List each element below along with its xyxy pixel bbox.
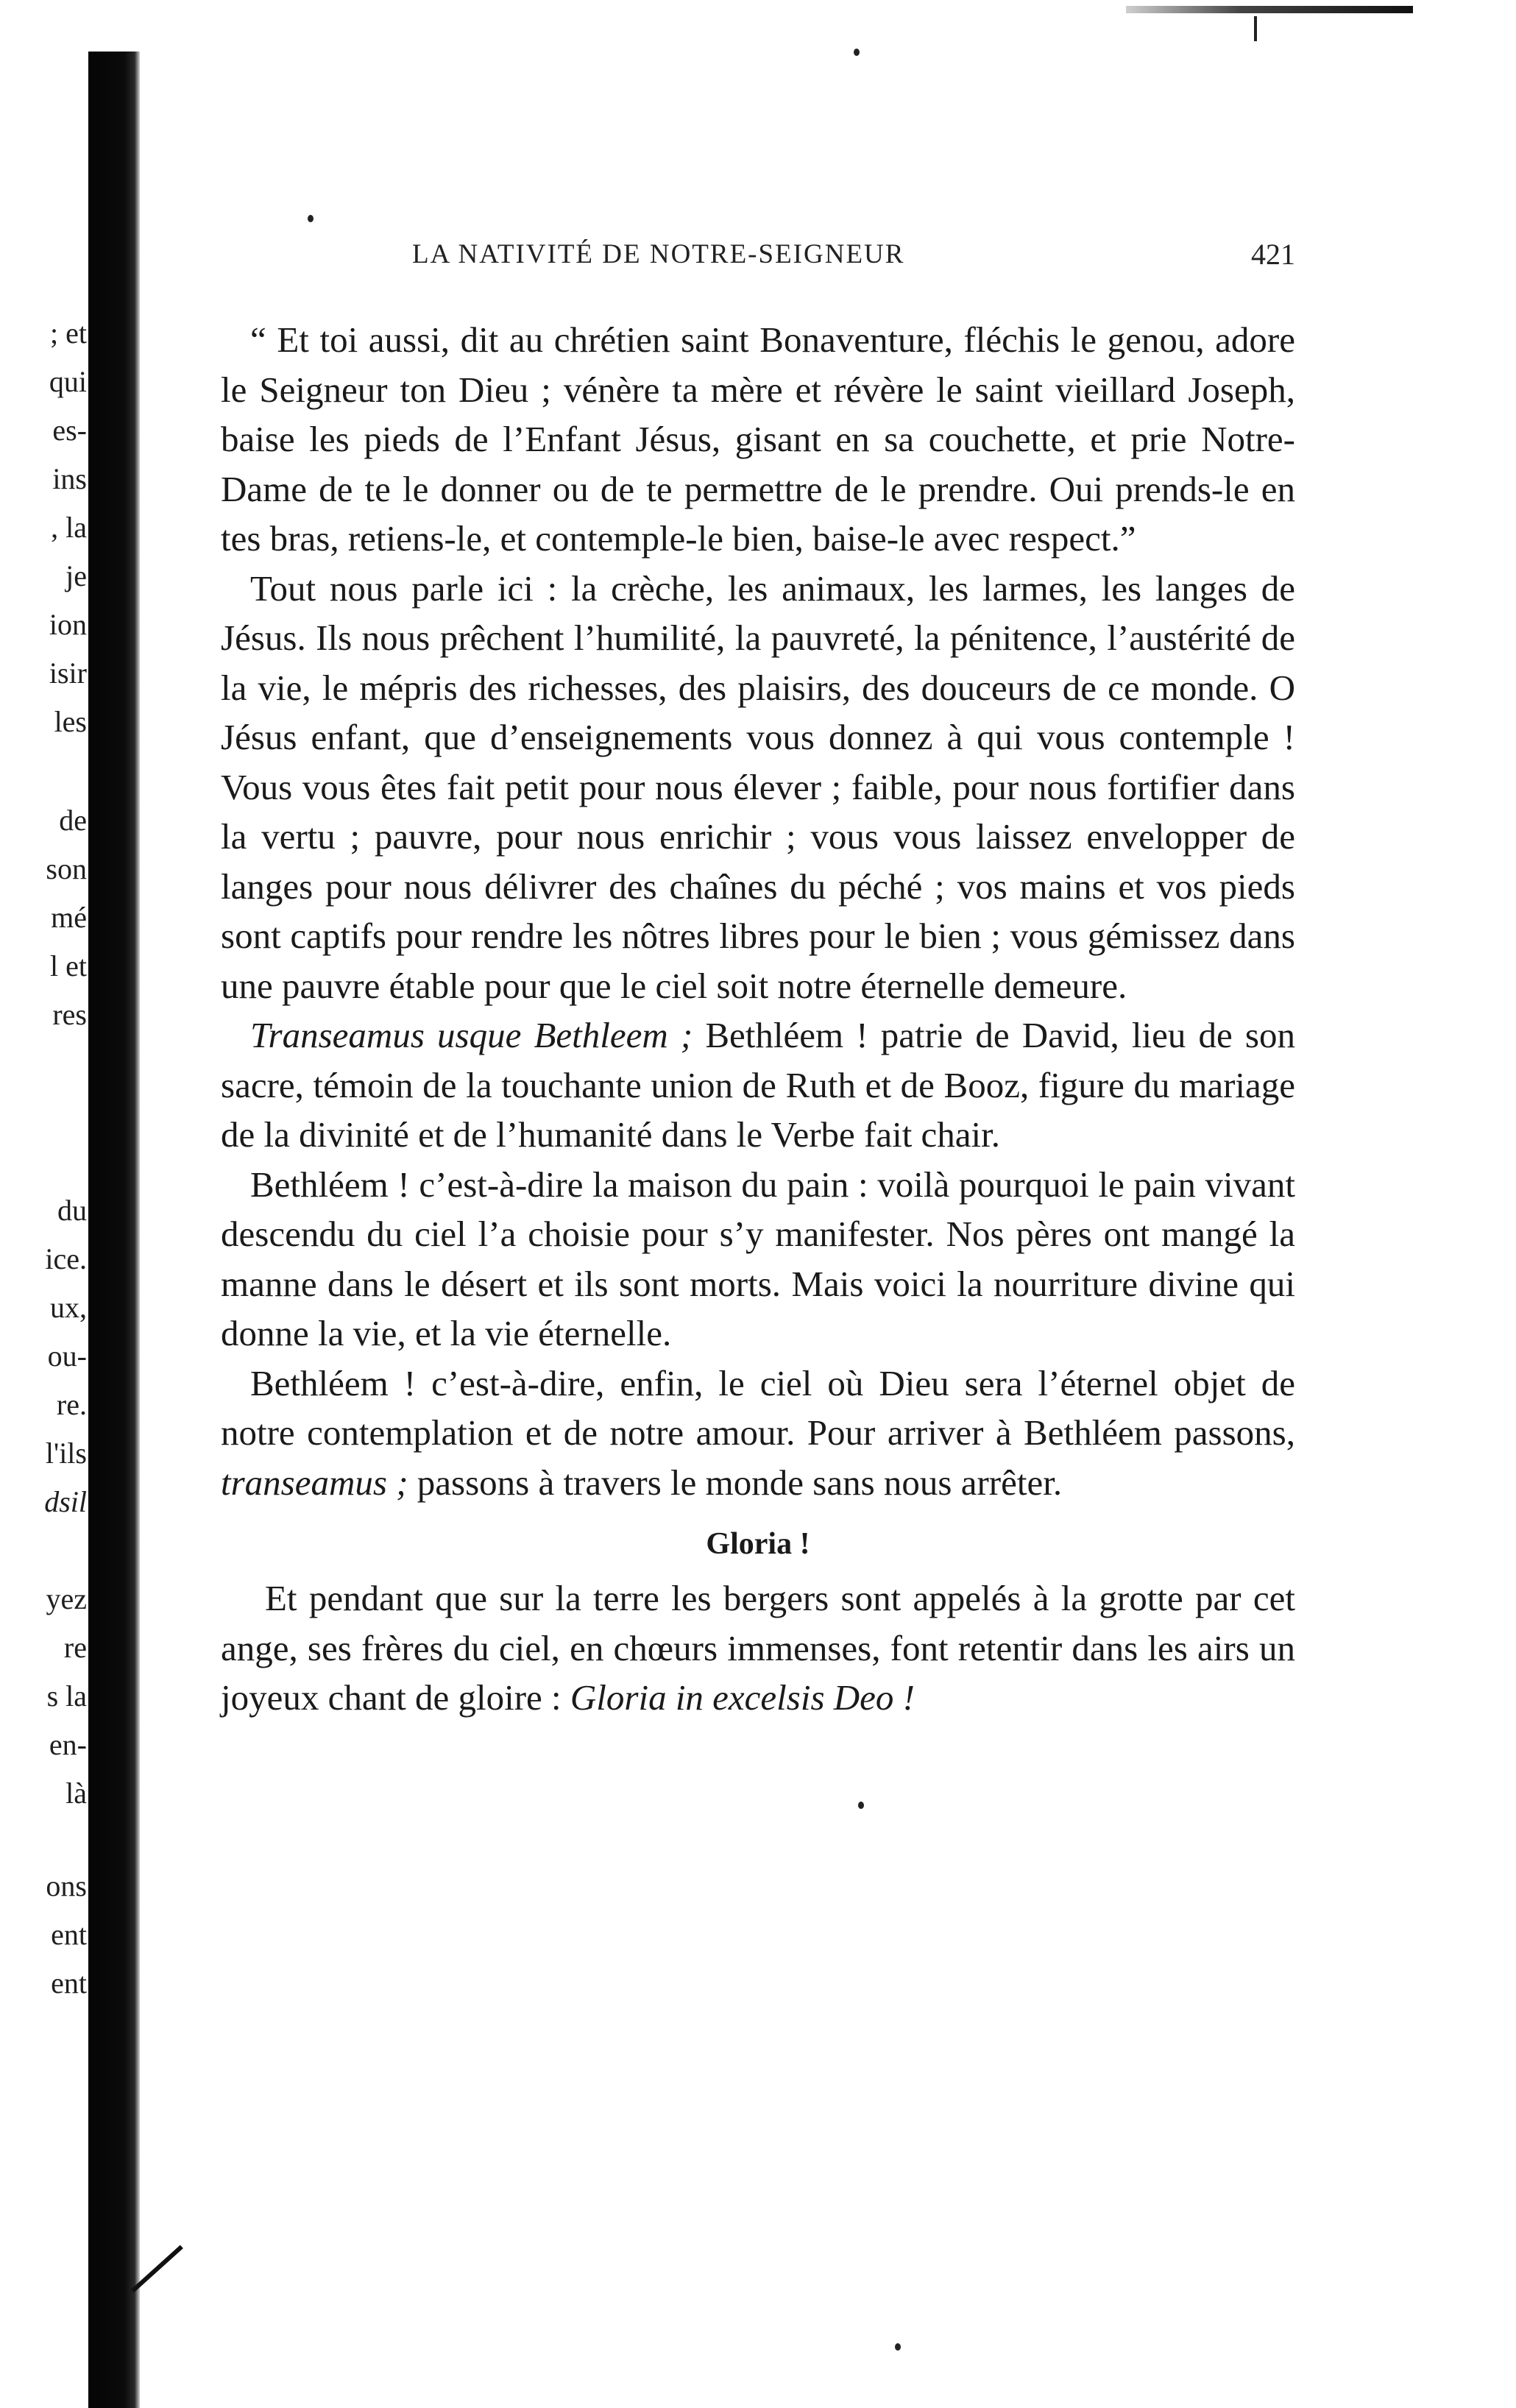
paragraph: [221, 564, 1295, 1011]
running-head: [221, 221, 1295, 280]
text-run: Tout nous parle ici : la crèche, les animaux, les larmes, les langes de Jésus. Ils nous prêchent l’humilité, la pauvreté, la pénitence, l’austérité de la vie, le mépris des richesses, des plaisirs, des douceurs de ce monde. O Jésus enfant, que d’enseignements vous donnez à qui vous contemple ! Vous vous êtes fait petit pour nous élever ; faible, pour nous fortifier dans la vertu ; pauvre, pour nous enrichir ; vous vous laissez envelopper de langes pour nous délivrer des chaînes du péché ; vos mains et vos pieds sont captifs pour rendre les nôtres libres pour le bien ; vous gémissez dans une pauvre étable pour que le ciel soit notre éternelle demeure.: [221, 567, 1295, 1006]
fragment-line: es-: [52, 414, 87, 447]
fragment-line: isir: [49, 656, 87, 690]
fragment-line: l et: [50, 949, 87, 982]
ink-speck: [895, 2343, 901, 2351]
fragment-line: s la: [46, 1679, 87, 1713]
fragment-line: ent: [51, 1918, 87, 1951]
fragment-line: ons: [46, 1869, 87, 1902]
fragment-line: mé: [51, 901, 87, 934]
text-run: Bethléem ! c’est-à-dire la maison du pain : voilà pourquoi le pain vivant descendu du ciel l’a choisie pour s’y manifester. Nos pères ont mangé la manne dans le désert et ils sont morts. Mais voici la nourriture divine qui donne la vie, et la vie éternelle.: [221, 1164, 1295, 1353]
scan-edge-tick: [1254, 16, 1257, 41]
paragraph: [221, 1010, 1295, 1160]
italic-text-run: Gloria in excelsis Deo !: [570, 1677, 915, 1718]
section-heading: Gloria !: [706, 1527, 810, 1561]
italic-text-run: transeamus ;: [221, 1462, 408, 1503]
fragment-line: en-: [49, 1728, 87, 1761]
fragment-line: dsil: [44, 1485, 87, 1518]
fragment-line: là: [65, 1777, 87, 1810]
fragment-line: ou-: [47, 1339, 87, 1373]
fragment-line: ins: [52, 462, 87, 495]
text-run: passons à travers le monde sans nous arrêter.: [408, 1462, 1063, 1503]
fragment-line: ent: [51, 1966, 87, 2000]
fragment-line: qui: [49, 365, 87, 398]
text-run: Et pendant que sur la terre les bergers sont appelés à la grotte par cet ange, ses frères du ciel, en chœurs immenses, font retentir dans les airs un joyeux chant de gloire :: [221, 1578, 1295, 1718]
paragraph: [221, 1359, 1295, 1508]
fragment-line: res: [52, 998, 87, 1031]
text-run: Bethléem ! c’est-à-dire, enfin, le ciel où Dieu sera l’éternel objet de notre contemplation et de notre amour. Pour arriver à Bethléem passons,: [221, 1362, 1295, 1453]
fragment-line: les: [54, 705, 87, 738]
page-number: 421: [1251, 238, 1295, 271]
fragment-line: yez: [46, 1582, 87, 1615]
paragraph: [221, 1160, 1295, 1359]
fragment-line: l'ils: [45, 1437, 87, 1470]
fragment-line: son: [46, 852, 87, 885]
fragment-line: , la: [51, 511, 87, 544]
paragraph: [221, 315, 1295, 564]
italic-text-run: Transeamus usque Bethleem ;: [250, 1015, 693, 1055]
text-run: “ Et toi aussi, dit au chrétien saint Bonaventure, fléchis le genou, adore le Seigneur ton Dieu ; vénère ta mère et révère le saint vieillard Joseph, baise les pieds de l’Enfant Jésus, gisant en sa couchette, et prie Notre-Dame de te le donner ou de te permettre de le prendre. Oui prends-le en tes bras, retiens-le, et contemple-le bien, baise-le avec respect.”: [221, 319, 1295, 559]
paragraph: [221, 1573, 1295, 1723]
fragment-line: je: [65, 559, 87, 592]
text-run: Bethléem ! patrie de David, lieu de son sacre, témoin de la touchante union de Ruth et de Booz, figure du mariage de la divinité et de l’humanité dans le Verbe fait chair.: [221, 1015, 1295, 1155]
fragment-line: ux,: [50, 1291, 87, 1324]
fragment-line: ; et: [50, 316, 87, 350]
section-body: [221, 1573, 1295, 1723]
fragment-line: du: [57, 1194, 87, 1227]
body-text: [221, 315, 1295, 1507]
book-page: [221, 221, 1295, 1723]
fragment-line: ion: [49, 608, 87, 641]
ink-speck: [854, 49, 860, 56]
scan-edge-rule: [1126, 6, 1413, 13]
fragment-line: de: [59, 804, 87, 837]
fragment-line: re: [63, 1631, 87, 1664]
running-head-title: LA NATIVITÉ DE NOTRE-SEIGNEUR: [412, 239, 905, 269]
ink-speck: [858, 1802, 864, 1809]
fragment-line: ice.: [45, 1242, 87, 1275]
fragment-line: re.: [56, 1388, 87, 1421]
binding-gutter-shadow: [88, 52, 140, 2408]
facing-page-fragments: [0, 0, 88, 2408]
